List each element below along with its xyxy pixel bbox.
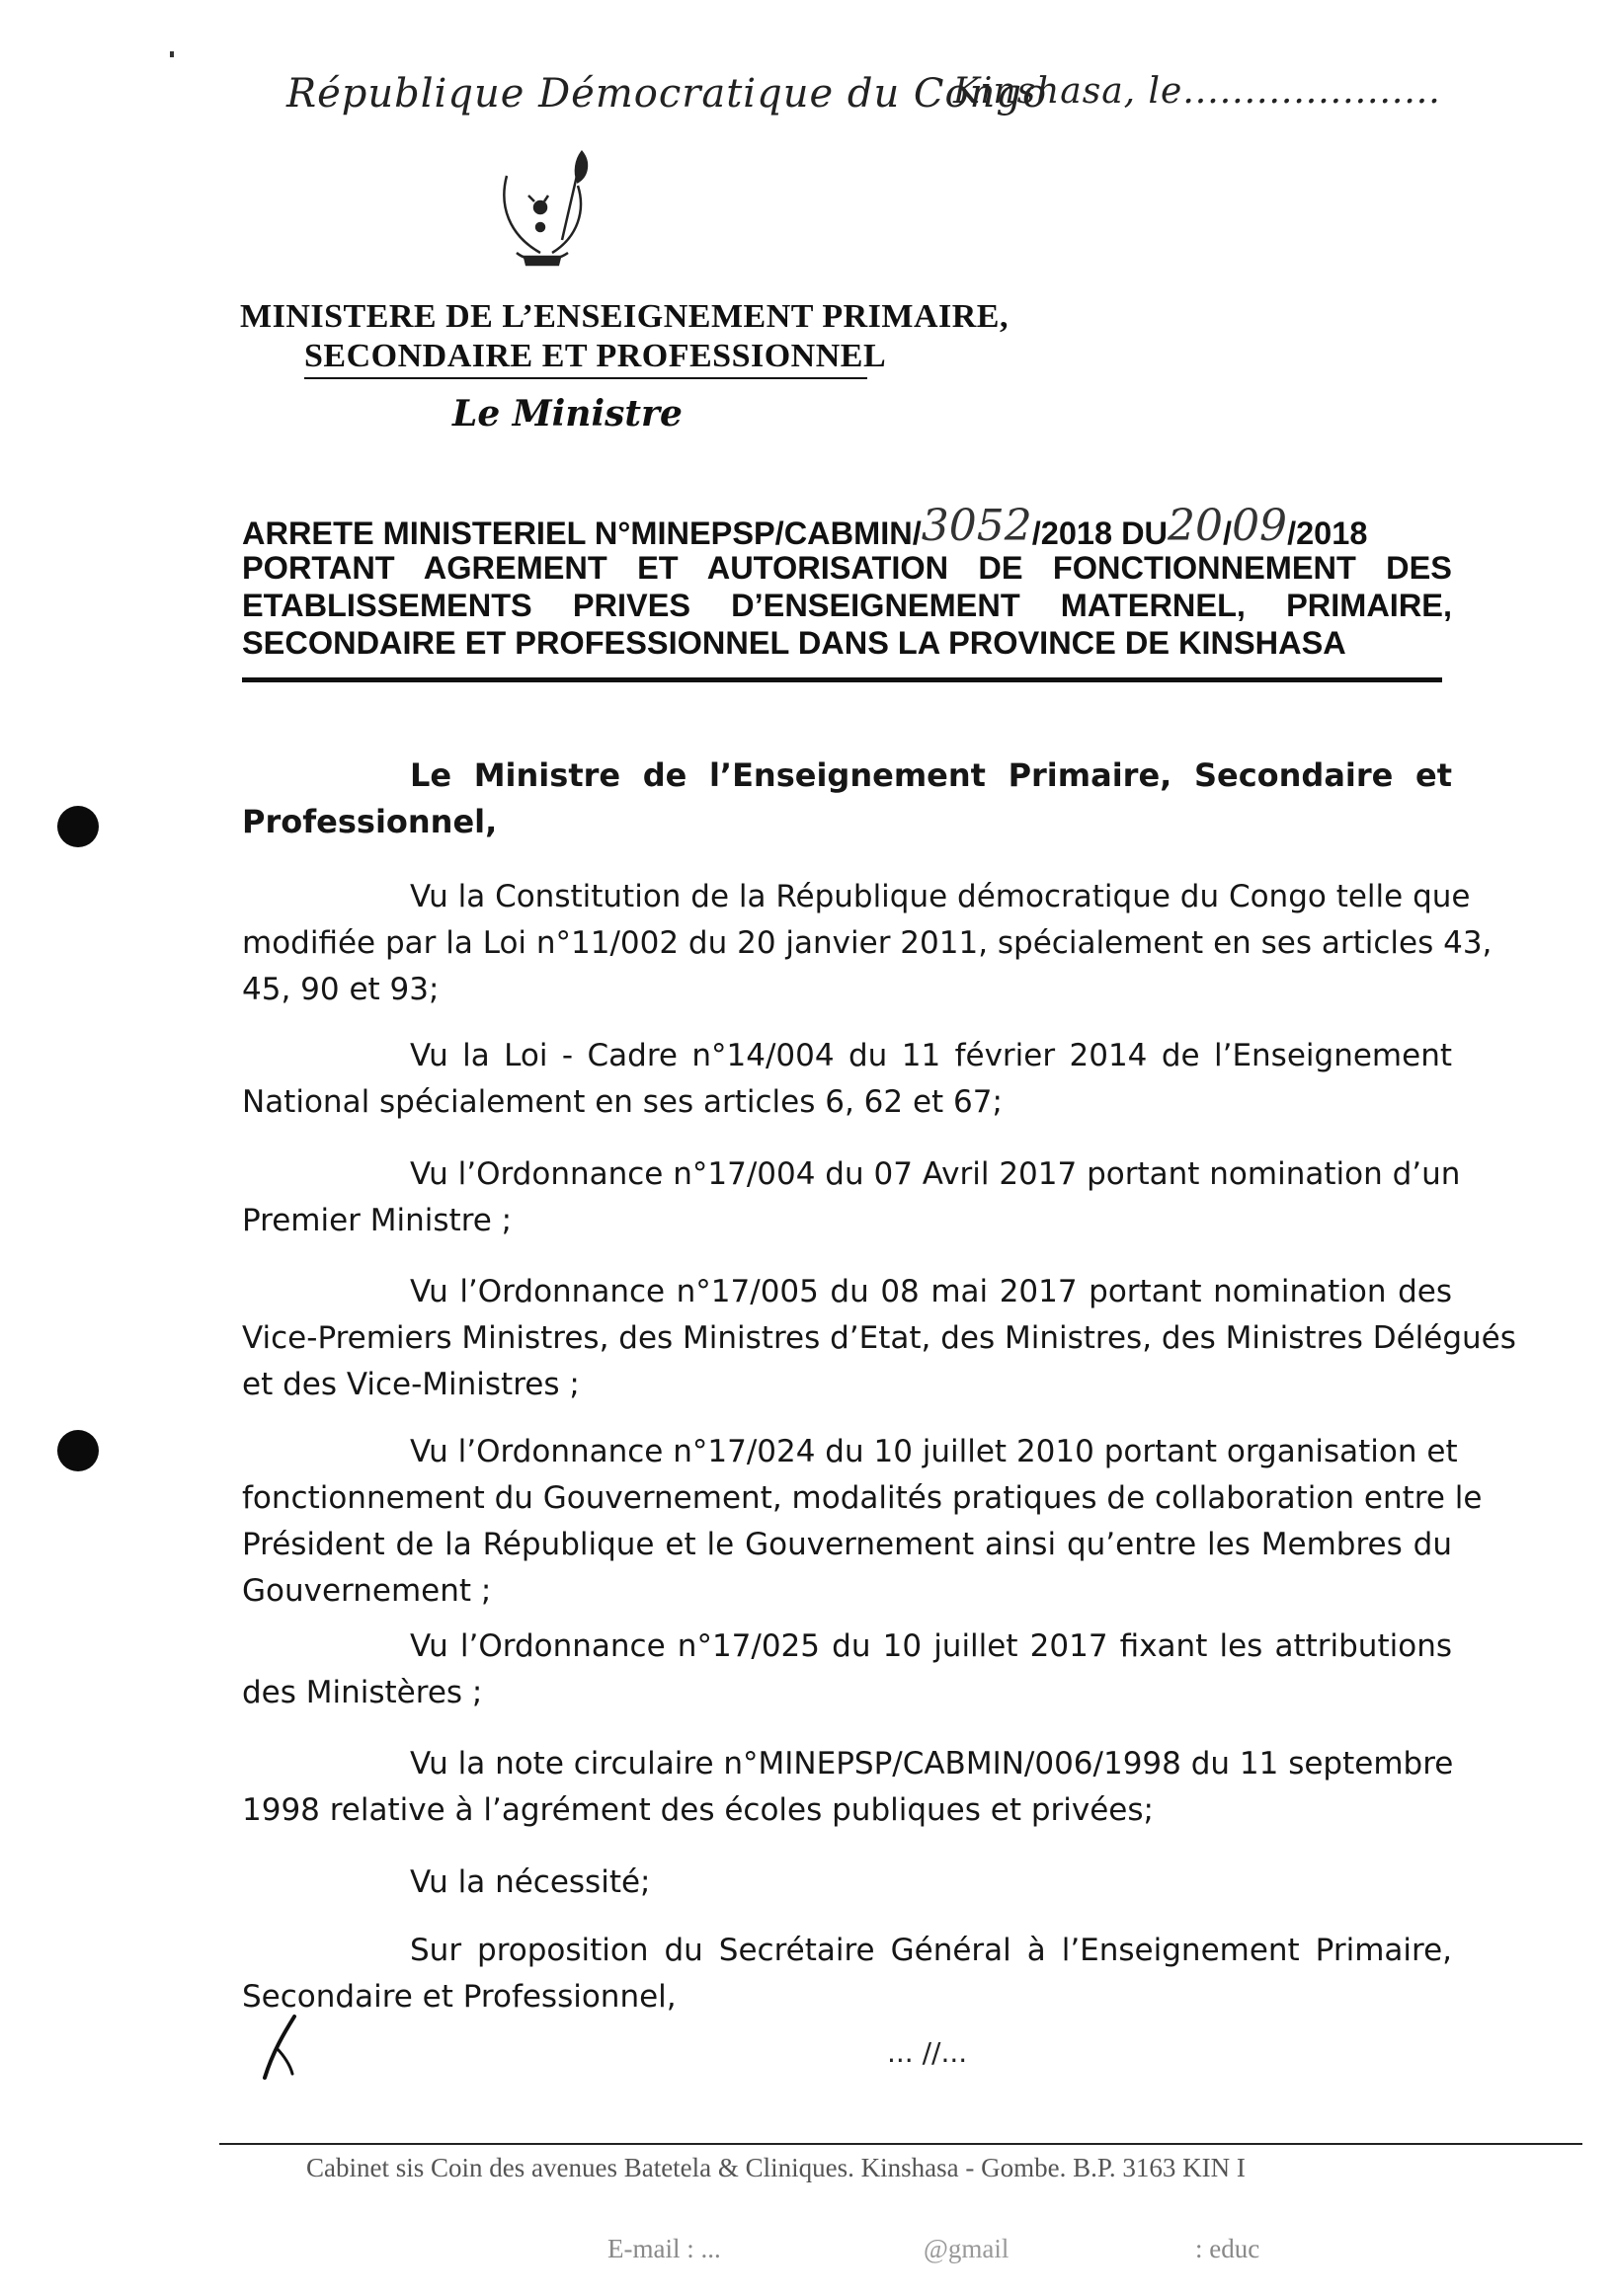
intro — [242, 752, 1452, 845]
ministry-name-line1: MINISTERE DE L’ENSEIGNEMENT PRIMAIRE, — [240, 298, 1009, 335]
footer-email-domain: @gmail — [924, 2234, 1009, 2263]
handwritten-initials — [255, 2013, 304, 2082]
title-underline — [242, 677, 1442, 682]
considerant-ordonnance-004: Vu l’Ordonnance n°17/004 du 07 Avril 2017 portant nomination d’un Premier Ministre ; — [242, 1156, 1461, 1238]
handwritten-day: 20 — [1168, 501, 1224, 551]
considerant-constitution: Vu la Constitution de la République démocratique du Congo telle que modifiée par la Loi n°11/002 du 20 janvier 2011, spécialement en ses articles 43, 45, 90 et 93; — [242, 879, 1493, 1007]
decree-title-line2: PORTANT AGREMENT ET AUTORISATION DE FONCTIONNEMENT DES — [242, 550, 1452, 586]
scan-speck — [170, 51, 174, 57]
considerant-ordonnance-005: Vu l’Ordonnance n°17/005 du 08 mai 2017 portant nomination des Vice-Premiers Ministres, des Ministres d’Etat, des Ministres, des Ministres Délégués et des Vice-Ministres ; — [242, 1274, 1516, 1402]
considerant-necessite: Vu la nécessité; — [410, 1864, 651, 1900]
decree-title-line4: SECONDAIRE ET PROFESSIONNEL DANS LA PROVINCE DE KINSHASA — [242, 625, 1346, 661]
considerant-ordonnance-025: Vu l’Ordonnance n°17/025 du 10 juillet 2017 fixant les attributions des Ministères ; — [242, 1628, 1452, 1710]
footer-rule — [219, 2143, 1582, 2145]
ministry-name-line2: SECONDAIRE ET PROFESSIONNEL — [304, 338, 887, 374]
decree-title — [242, 501, 1452, 662]
footer-email-label: E-mail : ... — [607, 2234, 721, 2263]
handwritten-month: 09 — [1232, 501, 1288, 551]
place-date: Kinshasa, le..................... — [953, 71, 1441, 112]
footer-address: Cabinet sis Coin des avenues Batetela & Cliniques. Kinshasa - Gombe. B.P. 3163 KIN I — [306, 2153, 1246, 2182]
handwritten-decree-number: 3052 — [921, 501, 1032, 551]
binder-hole-top — [57, 806, 99, 847]
intro-line2: Professionnel, — [242, 803, 498, 840]
footer-website: : educ — [1195, 2234, 1260, 2263]
coat-of-arms-emblem — [479, 146, 607, 270]
republic-heading: République Démocratique du Congo — [286, 71, 1048, 117]
sur-proposition: Sur proposition du Secrétaire Général à l’Enseignement Primaire, Secondaire et Professionnel, — [242, 1933, 1452, 2015]
considerant-loi-cadre: Vu la Loi - Cadre n°14/004 du 11 février 2014 de l’Enseignement National spécialement en ses articles 6, 62 et 67; — [242, 1038, 1452, 1120]
decree-title-line3: ETABLISSEMENTS PRIVES D’ENSEIGNEMENT MATERNEL, PRIMAIRE, — [242, 588, 1452, 623]
intro-line1: Le Ministre de l’Enseignement Primaire, Secondaire et — [410, 756, 1452, 794]
continuation-mark: ... //... — [887, 2036, 968, 2069]
considerant-note-circulaire: Vu la note circulaire n°MINEPSP/CABMIN/006/1998 du 11 septembre 1998 relative à l’agrément des écoles publiques et privées; — [242, 1746, 1454, 1828]
ministry-underline — [304, 377, 867, 379]
decree-title-line1: ARRETE MINISTERIEL N°MINEPSP/CABMIN/3052/2018 DU20/09/2018 — [242, 501, 1368, 551]
binder-hole-bottom — [57, 1430, 99, 1471]
le-ministre-label: Le Ministre — [452, 393, 683, 435]
considerant-ordonnance-024: Vu l’Ordonnance n°17/024 du 10 juillet 2010 portant organisation et fonctionnement du Gouvernement, modalités pratiques de collaboration entre le Président de la République et le Gouvernement ainsi qu’entre les Membres du Gouvernement ; — [242, 1434, 1483, 1609]
